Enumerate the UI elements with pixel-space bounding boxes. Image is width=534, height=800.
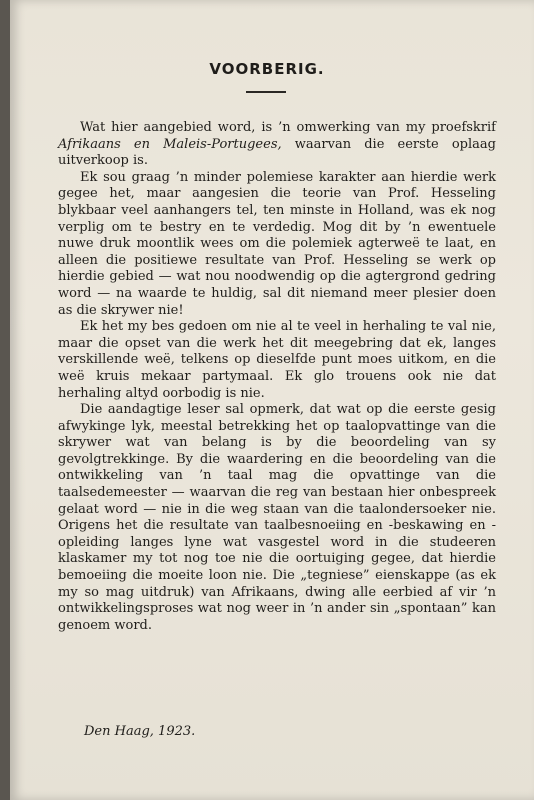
paragraph-3: Ek het my bes gedoen om nie al te veel in herhaling te val nie, maar die opset van die werk het dit meegebring dat ek, langes verskillende weë, telkens op dieselfde punt moes uitkom, en die weë kruis mekaar partymaal. Ek glo trouens ook nie dat herhaling altyd oorbodig is nie. xyxy=(58,319,496,401)
page-title: VOORBERIG. xyxy=(209,60,325,78)
paragraph-1 xyxy=(58,120,496,170)
title-rule xyxy=(246,91,286,93)
paragraph-2: Ek sou graag ’n minder polemiese karakter aan hierdie werk gegee het, maar aangesien die teorie van Prof. Hesseling blykbaar veel aanhangers tel, ten minste in Holland, was ek nog verplig om te bestry en te verdedig. Mog dit by ’n ewentuele nuwe druk moontlik wees om die polemiek agterweë te laat, en alleen die positiewe resultate van Prof. Hesseling se werk op hierdie gebied — wat nou noodwendig op die agtergrond gedring word — na waarde te huldig, sal dit niemand meer plesier doen as die skrywer nie! xyxy=(58,169,496,318)
paragraph-4: Die aandagtige leser sal opmerk, dat wat op die eerste gesig afwykinge lyk, meestal betrekking het op taalopvattinge van die skrywer wat van belang is by die beoordeling van sy gevolgtrekkinge. By die waardering en die beoordeling van die ontwikkeling van ’n taal mag die opvattinge van die taalsedemeester — waarvan die reg van bestaan hier onbespreek gelaat word — nie in die weg staan van die taalondersoeker nie. Origens het die resultate van taalbesnoeiing en -beskawing en -opleiding langes lyne wat vasgestel word in die studeeren klaskamer my tot nog toe nie die oortuiging gegee, dat hierdie bemoeiing die moeite loon nie. Die „tegniese” eienskappe (as ek my so mag uitdruk) van Afrikaans, dwing alle eerbied af vir ’n ontwikkelingsproses wat nog weer in ’n ander sin „spontaan” kan genoem word. xyxy=(58,402,496,633)
book-title-italic: Afrikaans en Maleis-Portugees, xyxy=(58,136,282,152)
paragraph-1-post: waarvan die eerste oplaag uitverkoop is. xyxy=(58,136,496,169)
paragraph-1-pre: Wat hier aangebied word, is ’n omwerking van my proefskrif xyxy=(80,120,496,135)
signoff-place-date: Den Haag, 1923. xyxy=(84,724,196,739)
preface-body xyxy=(58,120,496,634)
